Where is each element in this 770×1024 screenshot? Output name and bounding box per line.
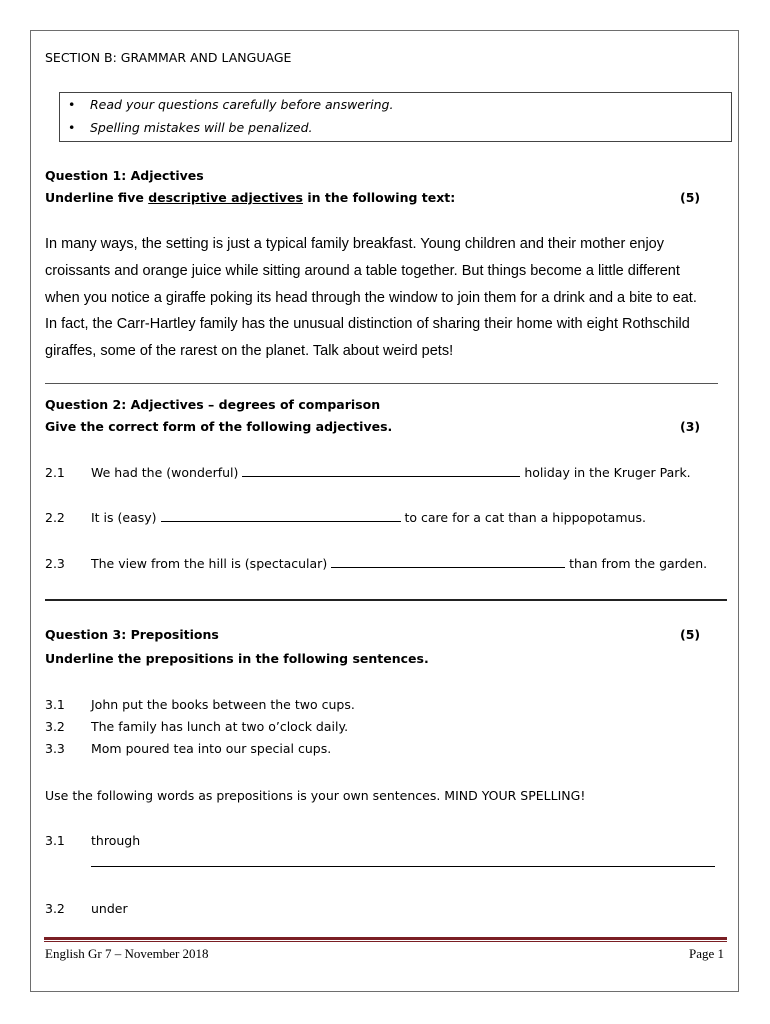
q3-word-number: 3.1 <box>45 833 65 848</box>
footer-left: English Gr 7 – November 2018 <box>45 946 209 961</box>
q2-marks: (3) <box>680 419 701 434</box>
q3-item-number: 3.2 <box>45 719 65 734</box>
q3-marks: (5) <box>680 627 701 642</box>
q3-instruction: Underline the prepositions in the following sentences. <box>45 651 429 666</box>
q2-item-text-post: holiday in the Kruger Park. <box>520 465 691 480</box>
paragraph-line: In fact, the Carr-Hartley family has the unusual distinction of sharing their home with eight Rothschild <box>45 316 690 333</box>
q2-item-text-post: to care for a cat than a hippopotamus. <box>400 510 646 525</box>
q3-item-number: 3.1 <box>45 697 65 712</box>
q1-paragraph <box>45 231 735 365</box>
instructions-box <box>59 92 732 142</box>
q2-item <box>91 510 646 525</box>
paragraph-line: giraffes, some of the rarest on the planet. Talk about weird pets! <box>45 343 454 360</box>
q2-item <box>91 465 691 480</box>
q3-item-text: John put the books between the two cups. <box>91 697 355 712</box>
footer-rule <box>44 941 727 942</box>
paragraph-line: when you notice a giraffe poking its head through the window to join them for a drink and a bite to eat. <box>45 289 697 306</box>
q3-word-number: 3.2 <box>45 901 65 916</box>
q3-item-number: 3.3 <box>45 741 65 756</box>
q3-word: under <box>91 901 128 916</box>
instruction-item: • Spelling mistakes will be penalized. <box>90 120 312 135</box>
paragraph-line: croissants and orange juice while sitting around a table together. But things become a little different <box>45 262 680 279</box>
q2-item-number: 2.2 <box>45 510 65 525</box>
q3-item-text: The family has lunch at two o’clock daily. <box>91 719 349 734</box>
footer-rule <box>44 937 727 940</box>
answer-line[interactable] <box>91 866 715 867</box>
answer-blank[interactable] <box>331 557 565 568</box>
q1-instruction <box>45 190 455 205</box>
q1-title: Question 1: Adjectives <box>45 168 204 183</box>
paragraph-line: In many ways, the setting is just a typical family breakfast. Young children and their mother enjoy <box>45 236 664 252</box>
q1-instruction-underlined: descriptive adjectives <box>148 190 303 205</box>
q2-item-text-pre: We had the (wonderful) <box>91 465 243 480</box>
q3-item-text: Mom poured tea into our special cups. <box>91 741 332 756</box>
q3-title: Question 3: Prepositions <box>45 627 219 642</box>
q2-item-text-pre: It is (easy) <box>91 510 161 525</box>
q2-item-text-pre: The view from the hill is (spectacular) <box>91 556 332 571</box>
q3-use-instruction: Use the following words as prepositions is your own sentences. MIND YOUR SPELLING! <box>45 788 586 803</box>
q1-instruction-pre: Underline five <box>45 190 149 205</box>
q2-title: Question 2: Adjectives – degrees of comparison <box>45 397 381 412</box>
answer-blank[interactable] <box>242 466 520 477</box>
q2-item-number: 2.3 <box>45 556 65 571</box>
q1-marks: (5) <box>680 190 701 205</box>
q2-item-text-post: than from the garden. <box>565 556 708 571</box>
section-title: SECTION B: GRAMMAR AND LANGUAGE <box>45 50 292 65</box>
q2-instruction: Give the correct form of the following adjectives. <box>45 419 393 434</box>
q2-item <box>91 556 707 571</box>
instruction-item: • Read your questions carefully before answering. <box>90 97 393 112</box>
footer-page-number: Page 1 <box>688 946 724 961</box>
q1-instruction-post: in the following text: <box>302 190 456 205</box>
answer-blank[interactable] <box>161 511 401 522</box>
q3-word: through <box>91 833 141 848</box>
q2-item-number: 2.1 <box>45 465 65 480</box>
section-divider <box>45 599 727 601</box>
separator-line <box>45 383 718 384</box>
